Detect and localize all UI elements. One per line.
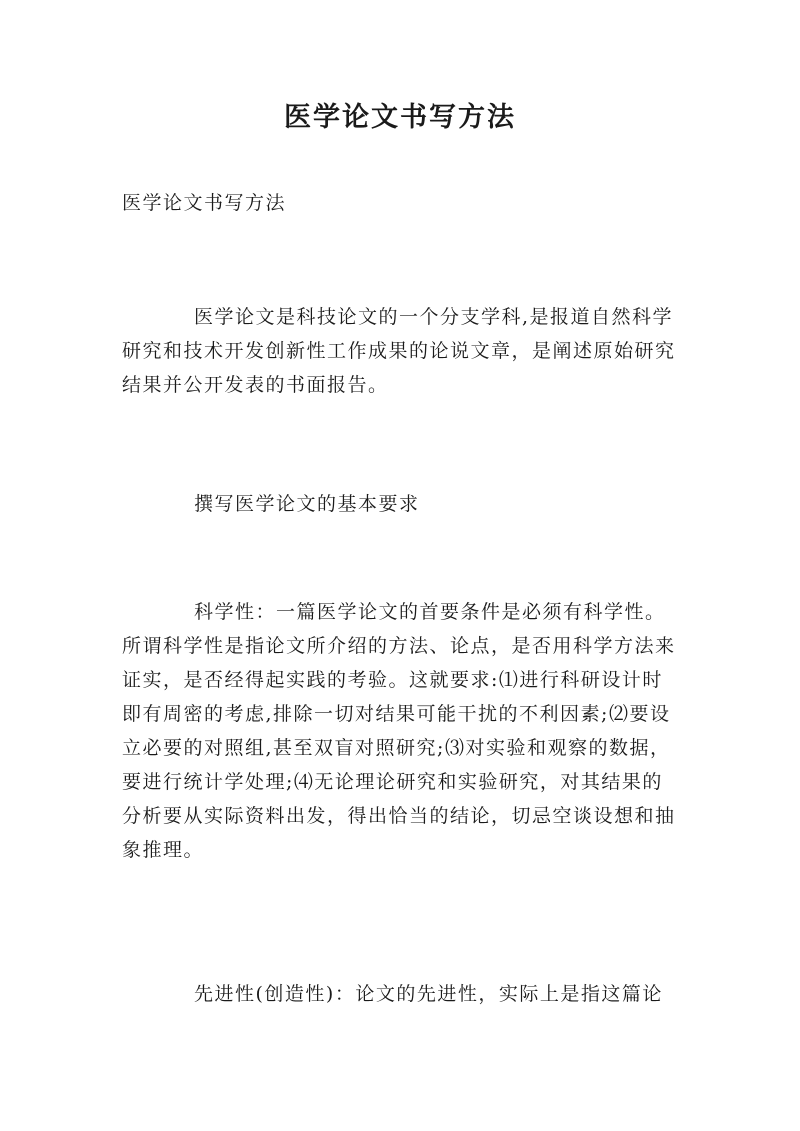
intro-paragraph: 医学论文是科技论文的一个分支学科,是报道自然科学研究和技术开发创新性工作成果的论说文章，是阐述原始研究结果并公开发表的书面报告。 — [122, 306, 676, 396]
document-subtitle: 医学论文书写方法 — [122, 192, 287, 214]
advanced-paragraph: 先进性(创造性)：论文的先进性，实际上是指这篇论 — [194, 983, 663, 1005]
section-heading: 撰写医学论文的基本要求 — [194, 493, 420, 515]
document-title: 医学论文书写方法 — [284, 102, 516, 133]
scientific-paragraph: 科学性：一篇医学论文的首要条件是必须有科学性。所谓科学性是指论文所介绍的方法、论点，是否用科学方法来证实，是否经得起实践的考验。这就要求:⑴进行科研设计时即有周密的考虑,排除一切对结果可能干扰的不利因素;⑵要设立必要的对照组,甚至双盲对照研究;⑶对实验和观察的数据，要进行统计学处理;⑷无论理论研究和实验研究，对其结果的分析要从实际资料出发，得出恰当的结论，切忌空谈设想和抽象推理。 — [122, 601, 676, 861]
